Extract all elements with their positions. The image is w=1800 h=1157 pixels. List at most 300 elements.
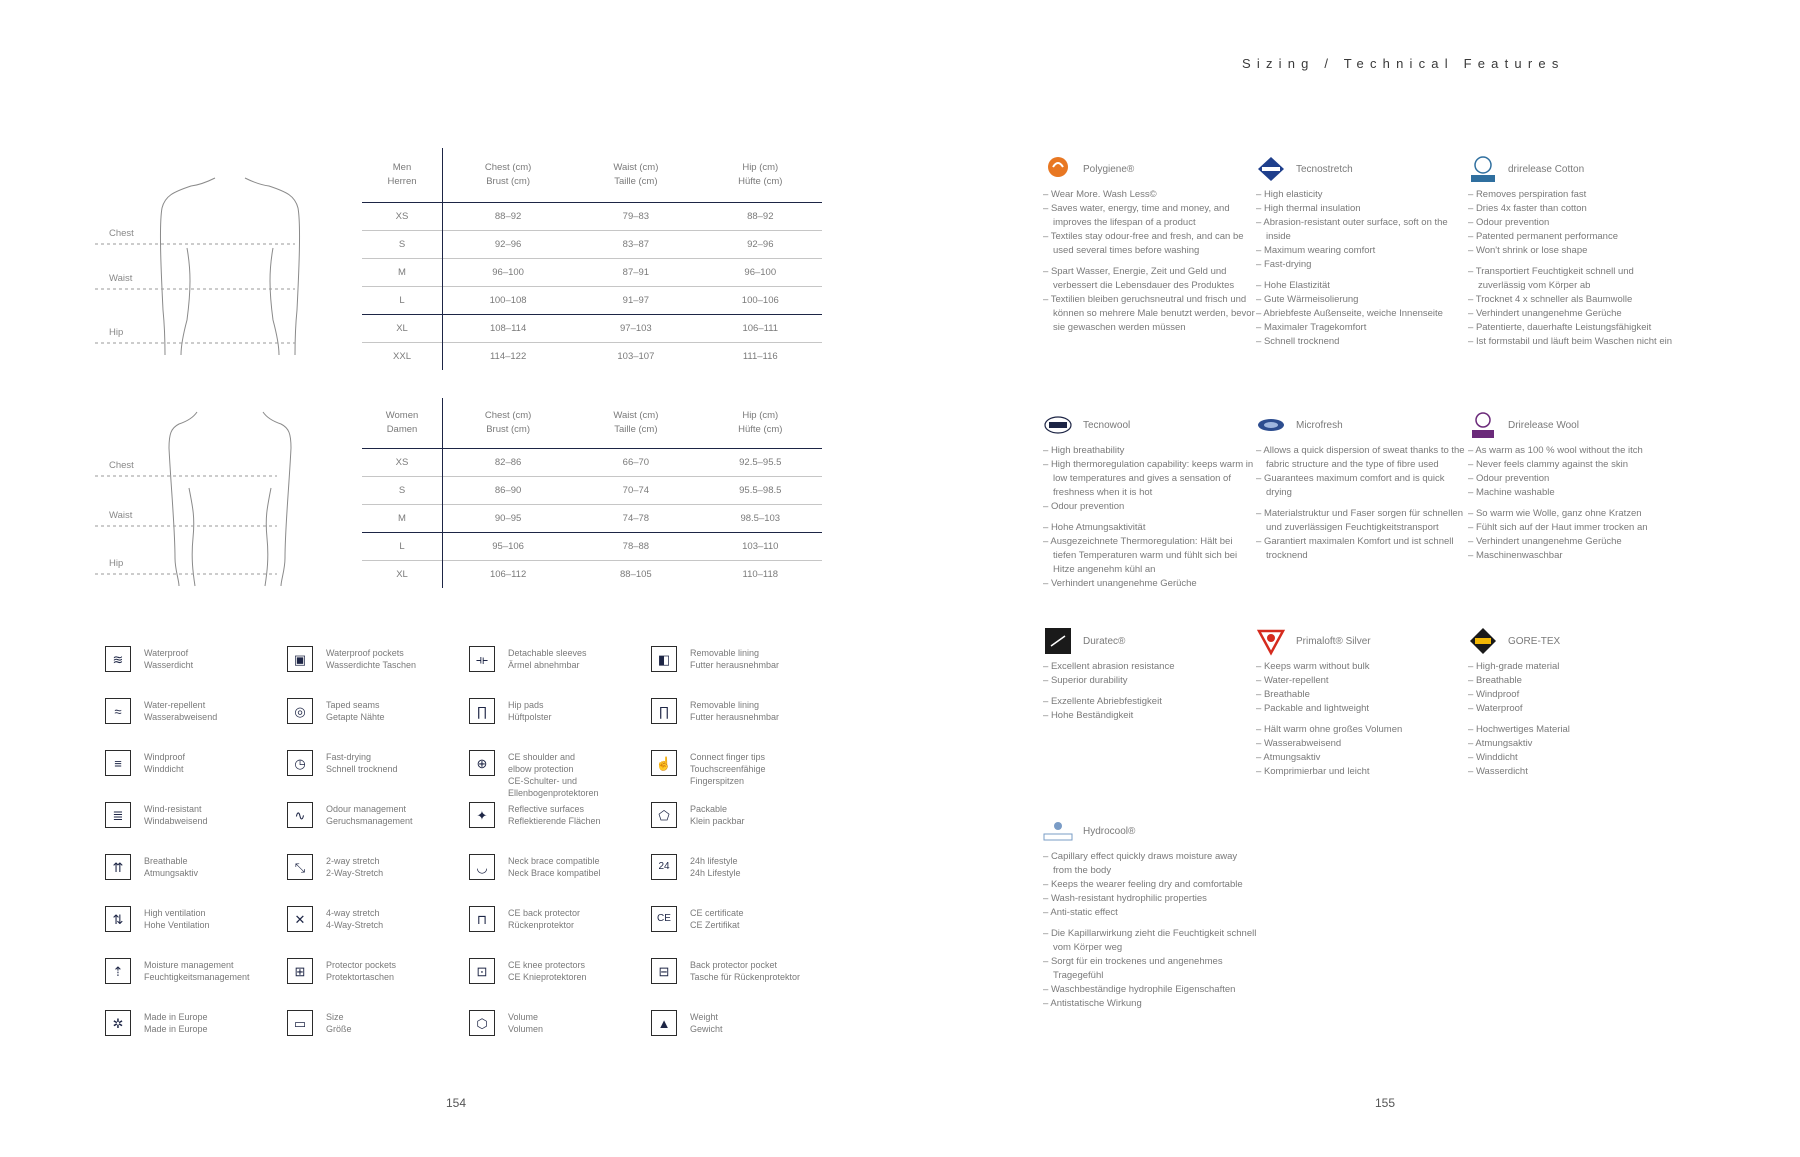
header-cell: Waist (cm) Taille (cm) [613, 161, 659, 187]
waist-cell: 87–91 [622, 266, 650, 278]
tech-features-de [1256, 279, 1471, 349]
list-item: – Odour prevention [1043, 500, 1258, 514]
legend-label-en: 2-way stretch [326, 856, 380, 866]
fast-drying-icon: ◷ [287, 750, 313, 776]
legend-label [690, 750, 766, 787]
list-item: – Capillary effect quickly draws moisture away from the body [1043, 850, 1258, 878]
list-item: – Trocknet 4 x schneller als Baumwolle [1468, 293, 1683, 307]
list-item: – Winddicht [1468, 751, 1683, 765]
legend-item [105, 854, 287, 906]
tecnostretch-logo-icon [1256, 154, 1286, 184]
legend-item [287, 646, 469, 698]
col-header-chest [443, 398, 574, 448]
drirelease-cotton-logo-graphic [1468, 154, 1498, 184]
legend-label-en: Removable lining [690, 700, 760, 710]
label-waist: Waist [109, 273, 133, 284]
table-row [362, 230, 822, 258]
legend-item [469, 1010, 651, 1062]
legend-label-en: High ventilation [144, 908, 206, 918]
hip-cell: 88–92 [747, 210, 774, 222]
tech-features-en [1256, 444, 1471, 500]
legend-label-en: Size [326, 1012, 344, 1022]
header-cell: Hip (cm) Hüfte (cm) [738, 161, 783, 187]
legend-label-de: Winddicht [144, 764, 184, 774]
list-item: – Patentierte, dauerhafte Leistungsfähigkeit [1468, 321, 1683, 335]
waist-cell: 78–88 [622, 540, 650, 552]
tech-name: Drirelease Wool [1508, 419, 1579, 431]
table-row [362, 286, 822, 314]
legend-item [287, 958, 469, 1010]
four-way-stretch-icon: ✕ [287, 906, 313, 932]
duratec-logo-graphic [1043, 626, 1073, 656]
legend-label-en: Reflective surfaces [508, 804, 585, 814]
duratec-logo-icon [1043, 626, 1073, 656]
primaloft-logo-graphic [1256, 626, 1286, 656]
legend-label [508, 958, 587, 983]
col-header-hip [699, 398, 822, 448]
legend-label [144, 646, 193, 671]
list-item: – Schnell trocknend [1256, 335, 1471, 349]
tech-features-en [1468, 188, 1683, 258]
legend-label-de: Hüftpolster [508, 712, 552, 722]
legend-label [326, 854, 383, 879]
legend-label [508, 906, 580, 931]
tech-block-duratec [1043, 624, 1258, 723]
legend-label-de: Touchscreenfähige Fingerspitzen [690, 764, 766, 786]
header-cell: Chest (cm) Brust (cm) [484, 409, 532, 435]
list-item: – Fühlt sich auf der Haut immer trocken an [1468, 521, 1683, 535]
tech-name: Primaloft® Silver [1296, 635, 1371, 647]
legend-label [508, 854, 601, 879]
table-header-row [362, 398, 822, 448]
legend-label-en: Wind-resistant [144, 804, 202, 814]
legend-label-de: Futter herausnehmbar [690, 712, 780, 722]
legend-label-en: Breathable [144, 856, 188, 866]
legend-label-en: CE back protector [508, 908, 581, 918]
legend-label-en: CE certificate [690, 908, 744, 918]
legend-item [105, 750, 287, 802]
detachable-sleeves-icon: ⟛ [469, 646, 495, 672]
volume-icon: ⬡ [469, 1010, 495, 1036]
list-item: – Keeps the wearer feeling dry and comfortable [1043, 878, 1258, 892]
waist-cell: 74–78 [622, 512, 650, 524]
list-item: – Hohe Atmungsaktivität [1043, 521, 1258, 535]
tech-block-tecnowool [1043, 408, 1258, 591]
tech-features-en [1043, 444, 1258, 514]
tech-features-en [1256, 188, 1471, 272]
size-cell: M [362, 258, 443, 286]
legend-item [287, 802, 469, 854]
tech-features-de [1043, 695, 1258, 723]
tech-header [1043, 408, 1258, 442]
table-row [362, 476, 822, 504]
legend-item [287, 698, 469, 750]
hip-cell: 95.5–98.5 [739, 484, 782, 496]
page-number-right: 155 [1375, 1096, 1396, 1110]
protector-pockets-icon: ⊞ [287, 958, 313, 984]
legend-item [287, 1010, 469, 1062]
hip-cell: 106–111 [742, 322, 779, 334]
chest-cell: 82–86 [494, 456, 522, 468]
legend-label-de: Neck Brace kompatibel [508, 868, 601, 878]
table-row [362, 504, 822, 532]
back-protector-icon: ⊓ [469, 906, 495, 932]
legend-label-de: Wasserdicht [144, 660, 194, 670]
tech-features-en [1468, 660, 1683, 716]
list-item: – Fast-drying [1256, 258, 1471, 272]
legend-label-de: Getapte Nähte [326, 712, 385, 722]
list-item: – Atmungsaktiv [1468, 737, 1683, 751]
size-cell: XL [362, 314, 443, 342]
list-item: – Water-repellent [1256, 674, 1471, 688]
label-chest: Chest [109, 460, 134, 471]
list-item: – Garantiert maximalen Komfort und ist schnell trocknend [1256, 535, 1471, 563]
label-chest: Chest [109, 228, 134, 239]
legend-label-de: 24h Lifestyle [690, 868, 741, 878]
microfresh-logo-icon [1256, 410, 1286, 440]
list-item: – Never feels clammy against the skin [1468, 458, 1683, 472]
reflective-surfaces-icon: ✦ [469, 802, 495, 828]
waterproof-pockets-icon: ▣ [287, 646, 313, 672]
tech-header [1256, 152, 1471, 186]
tech-block-drirelease-cotton [1468, 152, 1683, 349]
hip-cell: 110–118 [742, 568, 779, 580]
list-item: – Hohe Elastizität [1256, 279, 1471, 293]
legend-label-de: Ärmel abnehmbar [508, 660, 580, 670]
legend-label [690, 646, 779, 671]
list-item: – Ausgezeichnete Thermoregulation: Hält bei tiefen Temperaturen warm und fühlt sich bei Hitze angenehm kühl an [1043, 535, 1258, 577]
ce-certificate-icon: CE [651, 906, 677, 932]
legend-label [690, 854, 741, 879]
table-row [362, 560, 822, 588]
page-number-left: 154 [446, 1096, 467, 1110]
header-cell: Hip (cm) Hüfte (cm) [738, 409, 783, 435]
legend-label [690, 958, 800, 983]
odour-management-icon: ∿ [287, 802, 313, 828]
legend-label-de: CE-Schulter- und Ellenbogenprotektoren [508, 776, 599, 798]
water-repellent-icon: ≈ [105, 698, 131, 724]
waist-cell: 66–70 [622, 456, 650, 468]
hip-cell: 111–116 [742, 350, 778, 362]
feature-icon-legend [105, 646, 865, 1062]
tech-features-de [1043, 521, 1258, 591]
hip-cell: 92.5–95.5 [739, 456, 782, 468]
list-item: – Antistatische Wirkung [1043, 997, 1258, 1011]
moisture-management-icon: ⇡ [105, 958, 131, 984]
legend-label-de: Klein packbar [690, 816, 745, 826]
tech-block-hydrocool [1043, 814, 1258, 1011]
size-cell: S [362, 230, 443, 258]
tech-name: Tecnowool [1083, 419, 1131, 431]
legend-label [326, 1010, 352, 1035]
chest-cell: 95–106 [492, 540, 524, 552]
list-item: – Exzellente Abriebfestigkeit [1043, 695, 1258, 709]
men-body-silhouette [95, 170, 325, 360]
waist-cell: 91–97 [622, 294, 650, 306]
tech-name: Hydrocool® [1083, 825, 1136, 837]
hip-cell: 100–106 [741, 294, 779, 306]
table-row [362, 258, 822, 286]
col-header-size [362, 398, 443, 448]
list-item: – Maximaler Tragekomfort [1256, 321, 1471, 335]
two-way-stretch-icon: ⤡ [287, 854, 313, 880]
legend-label-en: Windproof [144, 752, 186, 762]
legend-label [508, 802, 601, 827]
legend-label-de: CE Knieprotektoren [508, 972, 587, 982]
legend-item [651, 958, 833, 1010]
legend-item [105, 958, 287, 1010]
chest-cell: 90–95 [494, 512, 522, 524]
legend-item [651, 698, 833, 750]
wind-resistant-icon: ≣ [105, 802, 131, 828]
chest-cell: 96–100 [492, 266, 524, 278]
col-header-hip [699, 148, 822, 202]
table-row [362, 448, 822, 476]
waist-cell: 97–103 [620, 322, 652, 334]
packable-icon: ⬠ [651, 802, 677, 828]
list-item: – So warm wie Wolle, ganz ohne Kratzen [1468, 507, 1683, 521]
list-item: – Dries 4x faster than cotton [1468, 202, 1683, 216]
legend-item [287, 750, 469, 802]
legend-label-de: Gewicht [690, 1024, 723, 1034]
tech-features-en [1468, 444, 1683, 500]
legend-label-de: Geruchsmanagement [326, 816, 413, 826]
polygiene-logo-icon [1043, 154, 1073, 184]
legend-label-en: CE shoulder and elbow protection [508, 752, 576, 774]
col-header-chest [443, 148, 574, 202]
list-item: – Verhindert unangenehme Gerüche [1468, 307, 1683, 321]
drirelease-wool-logo-graphic [1468, 410, 1498, 440]
tech-header [1256, 408, 1471, 442]
weight-icon: ▲ [651, 1010, 677, 1036]
header-cell: Chest (cm) Brust (cm) [484, 161, 532, 187]
legend-label-en: Neck brace compatible [508, 856, 600, 866]
header-cell: Men Herren [387, 161, 417, 187]
col-header-size [362, 148, 443, 202]
legend-item [651, 854, 833, 906]
table-row [362, 532, 822, 560]
list-item: – Spart Wasser, Energie, Zeit und Geld und verbessert die Lebensdauer des Produktes [1043, 265, 1258, 293]
removable-lining-pants-icon: ∏ [651, 698, 677, 724]
size-cell: L [362, 532, 443, 560]
tech-header [1468, 152, 1683, 186]
tech-features-en [1256, 660, 1471, 716]
list-item: – Won't shrink or lose shape [1468, 244, 1683, 258]
hip-pads-icon: ∏ [469, 698, 495, 724]
list-item: – Patented permanent performance [1468, 230, 1683, 244]
legend-label-de: 4-Way-Stretch [326, 920, 384, 930]
waist-cell: 103–107 [617, 350, 655, 362]
tech-features-de [1256, 507, 1471, 563]
breathable-icon: ⇈ [105, 854, 131, 880]
legend-item [105, 906, 287, 958]
chest-cell: 92–96 [494, 238, 522, 250]
legend-label-de: Volumen [508, 1024, 544, 1034]
tech-features-de [1043, 927, 1258, 1011]
table-header-row [362, 148, 822, 202]
tech-features-en [1043, 850, 1258, 920]
chest-cell: 86–90 [494, 484, 522, 496]
list-item: – Verhindert unangenehme Gerüche [1468, 535, 1683, 549]
legend-label-de: Rückenprotektor [508, 920, 575, 930]
legend-label [508, 1010, 543, 1035]
list-item: – Textilien bleiben geruchsneutral und frisch und können so mehrere Male benutzt werden, bevor sie gewaschen werden müssen [1043, 293, 1258, 335]
list-item: – Maschinenwaschbar [1468, 549, 1683, 563]
legend-label [144, 750, 185, 775]
legend-item [469, 854, 651, 906]
legend-label-de: Protektortaschen [326, 972, 395, 982]
tech-block-microfresh [1256, 408, 1471, 563]
tech-block-tecnostretch [1256, 152, 1471, 349]
legend-item [469, 802, 651, 854]
legend-label-de: Wasserdichte Taschen [326, 660, 417, 670]
waist-cell: 88–105 [620, 568, 652, 580]
waist-cell: 70–74 [622, 484, 650, 496]
tech-name: Tecnostretch [1296, 163, 1353, 175]
women-body-silhouette [95, 408, 325, 588]
header-cell: Women Damen [385, 409, 419, 435]
list-item: – Waschbeständige hydrophile Eigenschaften [1043, 983, 1258, 997]
list-item: – Wear More. Wash Less© [1043, 188, 1258, 202]
table-row [362, 202, 822, 230]
tech-block-goretex [1468, 624, 1683, 779]
legend-item [469, 906, 651, 958]
legend-label-en: Connect finger tips [690, 752, 766, 762]
hip-cell: 96–100 [744, 266, 777, 278]
women-torso-drawing [95, 408, 325, 588]
list-item: – Wasserabweisend [1256, 737, 1471, 751]
legend-label-de: Hohe Ventilation [144, 920, 210, 930]
list-item: – Saves water, energy, time and money, and improves the lifespan of a product [1043, 202, 1258, 230]
tech-name: Duratec® [1083, 635, 1126, 647]
touchscreen-fingertips-icon: ☝ [651, 750, 677, 776]
legend-label-en: Packable [690, 804, 728, 814]
waist-cell: 83–87 [622, 238, 650, 250]
legend-label-de: Tasche für Rückenprotektor [690, 972, 801, 982]
list-item: – Die Kapillarwirkung zieht die Feuchtigkeit schnell vom Körper weg [1043, 927, 1258, 955]
legend-label-de: Windabweisend [144, 816, 208, 826]
legend-label-de: CE Zertifikat [690, 920, 740, 930]
list-item: – Sorgt für ein trockenes und angenehmes Tragegefühl [1043, 955, 1258, 983]
size-cell: S [362, 476, 443, 504]
table-row [362, 314, 822, 342]
list-item: – Hochwertiges Material [1468, 723, 1683, 737]
table-row [362, 342, 822, 370]
legend-label-en: 4-way stretch [326, 908, 380, 918]
legend-label [508, 698, 552, 723]
list-item: – Hält warm ohne großes Volumen [1256, 723, 1471, 737]
list-item: – Hohe Beständigkeit [1043, 709, 1258, 723]
legend-item [651, 1010, 833, 1062]
list-item: – High thermoregulation capability: keeps warm in low temperatures and gives a sensation of freshness when it is hot [1043, 458, 1258, 500]
list-item: – Odour prevention [1468, 472, 1683, 486]
legend-label [144, 1010, 208, 1035]
size-cell: XS [362, 448, 443, 476]
tech-block-drirelease-wool [1468, 408, 1683, 563]
list-item: – Abriebfeste Außenseite, weiche Innenseite [1256, 307, 1471, 321]
legend-label [690, 802, 745, 827]
tech-name: drirelease Cotton [1508, 163, 1585, 175]
legend-label-en: Waterproof pockets [326, 648, 404, 658]
legend-item [469, 958, 651, 1010]
legend-label-en: Back protector pocket [690, 960, 778, 970]
legend-label-en: Odour management [326, 804, 407, 814]
legend-label [690, 1010, 723, 1035]
tech-header [1043, 814, 1258, 848]
size-icon: ▭ [287, 1010, 313, 1036]
list-item: – Breathable [1468, 674, 1683, 688]
legend-label-en: Water-repellent [144, 700, 206, 710]
chest-cell: 88–92 [494, 210, 522, 222]
hip-cell: 92–96 [747, 238, 774, 250]
legend-item [105, 1010, 287, 1062]
legend-item [105, 698, 287, 750]
legend-label [144, 802, 208, 827]
legend-label [326, 906, 383, 931]
microfresh-logo-graphic [1256, 410, 1286, 440]
legend-label-de: Atmungsaktiv [144, 868, 199, 878]
legend-label-de: Größe [326, 1024, 352, 1034]
legend-item [287, 906, 469, 958]
legend-label-en: Weight [690, 1012, 718, 1022]
tech-name: Polygiene® [1083, 163, 1135, 175]
tech-name: Microfresh [1296, 419, 1343, 431]
taped-seams-icon: ◎ [287, 698, 313, 724]
drirelease-wool-logo-icon [1468, 410, 1498, 440]
list-item: – Keeps warm without bulk [1256, 660, 1471, 674]
list-item: – Wash-resistant hydrophilic properties [1043, 892, 1258, 906]
legend-item [469, 646, 651, 698]
col-header-waist [573, 148, 698, 202]
tech-header [1256, 624, 1471, 658]
legend-label-de: Made in Europe [144, 1024, 208, 1034]
legend-label [508, 646, 587, 671]
legend-label [326, 750, 398, 775]
list-item: – Waterproof [1468, 702, 1683, 716]
legend-item [105, 646, 287, 698]
legend-label-en: CE knee protectors [508, 960, 586, 970]
size-cell: L [362, 286, 443, 314]
list-item: – Wasserdicht [1468, 765, 1683, 779]
legend-label-en: Removable lining [690, 648, 760, 658]
legend-label-de: Futter herausnehmbar [690, 660, 780, 670]
list-item: – Windproof [1468, 688, 1683, 702]
legend-label-de: Reflektierende Flächen [508, 816, 601, 826]
lifestyle-24h-icon: 24 [651, 854, 677, 880]
legend-item [469, 750, 651, 802]
shoulder-elbow-protection-icon: ⊕ [469, 750, 495, 776]
label-hip: Hip [109, 327, 124, 338]
made-in-europe-icon: ✲ [105, 1010, 131, 1036]
men-torso-drawing [95, 170, 325, 360]
drirelease-cotton-logo-icon [1468, 154, 1498, 184]
list-item: – Materialstruktur und Faser sorgen für schnellen und zuverlässigen Feuchtigkeitstransport [1256, 507, 1471, 535]
legend-label-en: Waterproof [144, 648, 189, 658]
legend-label [326, 698, 385, 723]
chest-cell: 106–112 [489, 568, 527, 580]
tech-features-de [1468, 507, 1683, 563]
hydrocool-logo-graphic [1043, 816, 1073, 846]
list-item: – Machine washable [1468, 486, 1683, 500]
list-item: – Maximum wearing comfort [1256, 244, 1471, 258]
tech-header [1468, 408, 1683, 442]
list-item: – Textiles stay odour-free and fresh, and can be used several times before washing [1043, 230, 1258, 258]
men-size-table [362, 148, 822, 370]
list-item: – Excellent abrasion resistance [1043, 660, 1258, 674]
legend-label [144, 698, 217, 723]
list-item: – Komprimierbar und leicht [1256, 765, 1471, 779]
tecnowool-logo-icon [1043, 410, 1073, 440]
